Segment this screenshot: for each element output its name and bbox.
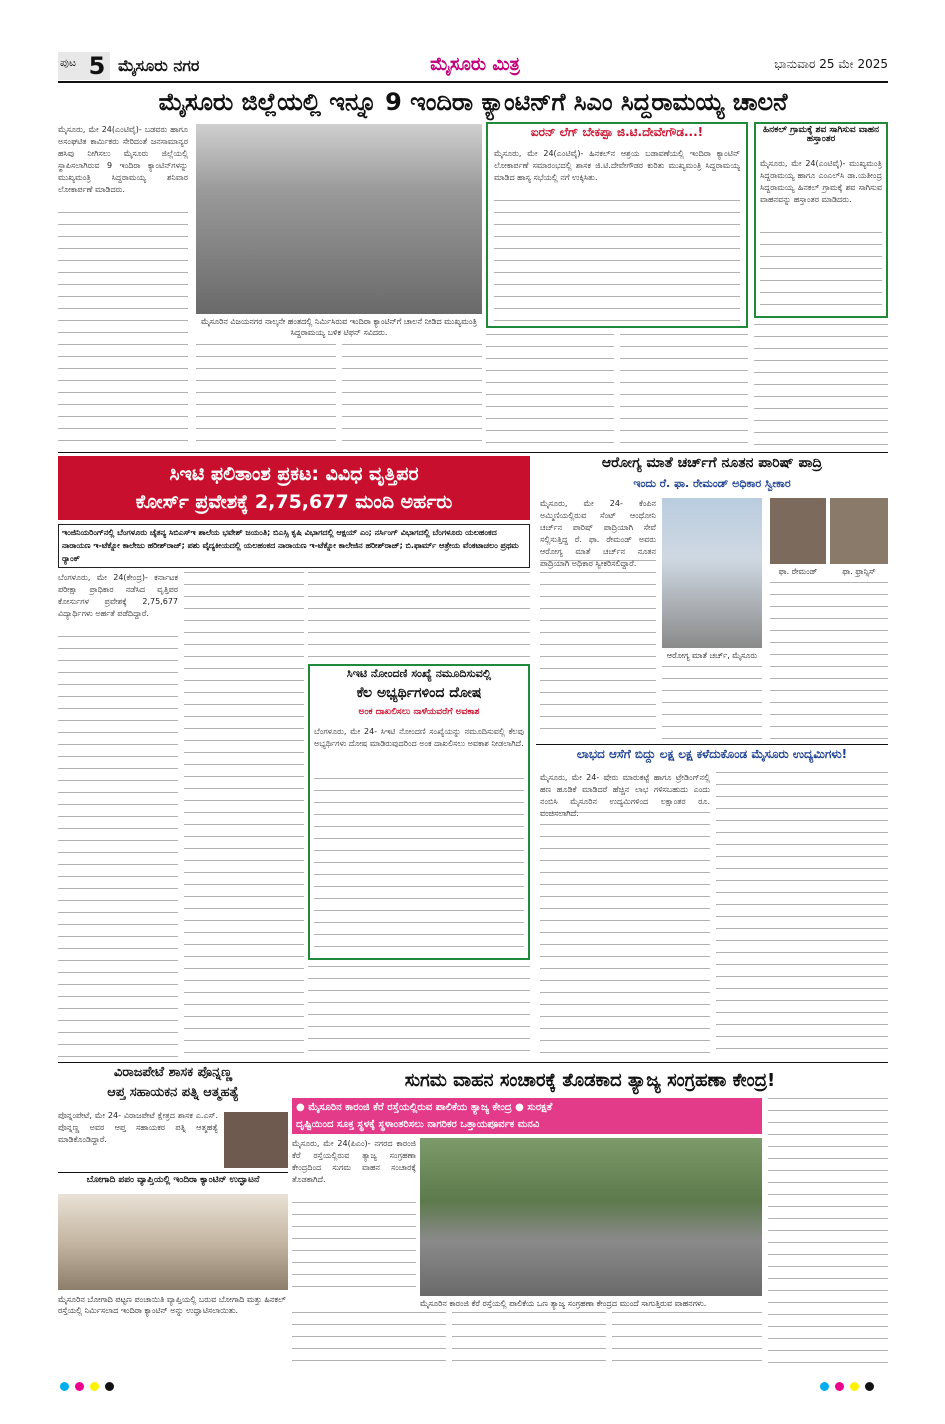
lead-body-column-2 bbox=[196, 344, 336, 448]
waste-body-3 bbox=[452, 1312, 606, 1368]
lead-body-column-5 bbox=[620, 334, 748, 448]
bogadi-caption: ಮೈಸೂರಿನ ಬೋಗಾದಿ ಪಟ್ಟಣ ಪಂಚಾಯಿತಿ ವ್ಯಾಪ್ತಿಯಲ್ಲಿ ಬರುವ ಬೋಗಾದಿ ಮತ್ತು ಹಿನಕಲ್ ರಸ್ತೆಯಲ್ಲಿ ನಿರ್ಮಿಸಲಾದ ಇಂದಿರಾ ಕ್ಯಾಂಟಿನ್ ಅನ್ನು ಉದ್ಘಾಟಿಸಲಾಯಿತು. bbox=[58, 1295, 286, 1315]
waste-headline: ಸುಗಮ ವಾಹನ ಸಂಚಾರಕ್ಕೆ ತೊಡಕಾದ ತ್ಯಾಜ್ಯ ಸಂಗ್ರಹಣಾ ಕೇಂದ್ರ! bbox=[404, 1070, 776, 1091]
registration-marks-right bbox=[820, 1376, 900, 1388]
hinakal-body bbox=[760, 232, 882, 314]
virajpet-body: ಪೊನ್ನಂಪೇಟೆ, ಮೇ 24- ವಿರಾಜಪೇಟೆ ಕ್ಷೇತ್ರದ ಶಾಸಕ ಎ.ಎಸ್. ಪೊನ್ನಣ್ಣ ಅವರ ಆಪ್ತ ಸಹಾಯಕರ ಪತ್ನಿ ಆತ್ಮಹತ್ಯೆ ಮಾಡಿಕೊಂಡಿದ್ದಾರೆ. bbox=[58, 1111, 218, 1144]
cet-subhead: ಇಂಜಿನಿಯರಿಂಗ್‌ನಲ್ಲಿ ಬೆಂಗಳೂರು ಚೈತನ್ಯ ಸಿಬಿಎಸ್‌ಇ ಶಾಲೆಯ ಭವೇಶ್ ಜಯಂತಿ; ಬಿಎಸ್ಸಿ ಕೃಷಿ ವಿಭಾಗದಲ್ಲಿ ಆಕ್ಷಯ್ ಎಂ; ನರ್ಸಿಂಗ್ ವಿಭಾಗದಲ್ಲಿ ಬೆಂಗಳೂರು ಯಲಹಂಕದ ನಾರಾಯಣ ಇ-ಟೆಕ್ನೋ ಕಾಲೇಜು ಹರೀಶ್‌ರಾಜ್; ಪಶು ವೈದ್ಯಕೀಯದಲ್ಲಿ ಯಲಹಂಕದ ನಾರಾಯಣ ಇ-ಟೆಕ್ನೋ ಕಾಲೇಜಿನ ಹರೀಶ್‌ರಾಜ್; ಬಿ.ಫಾರ್ಮ್ ಆತ್ರೇಯ ವೆಂಕಟಾಚಲಂ ಪ್ರಥಮ ರ‍್ಯಾಂಕ್ bbox=[62, 528, 519, 563]
lead-intro: ಮೈಸೂರು, ಮೇ 24(ಎಂಟಿವೈ)- ಬಡವರು ಹಾಗೂ ಅಸಂಘಟಿತ ಕಾರ್ಮಿಕರು ಸೇರಿದಂತೆ ಜನಸಾಮಾನ್ಯರ ಹಸಿವು ನೀಗಿಸಲು ಮೈಸೂರು ಜಿಲ್ಲೆಯಲ್ಲಿ ಸ್ಥಾಪಿಸಲಾಗಿರುವ 9 ಇಂದಿರಾ ಕ್ಯಾಂಟಿನ್‌ಗಳನ್ನು ಮುಖ್ಯಮಂತ್ರಿ ಸಿದ್ದರಾಮಯ್ಯ ಶನಿವಾರ ಲೋಕಾರ್ಪಣೆ ಮಾಡಿದರು. bbox=[58, 125, 188, 194]
church-photo-caption: ಆರೋಗ್ಯ ಮಾತೆ ಚರ್ಚ್, ಮೈಸೂರು bbox=[666, 651, 758, 660]
fraud-rule bbox=[536, 744, 888, 745]
hinakal-continued bbox=[754, 324, 888, 448]
cet-box-kicker: ಅಂಕ ದಾಖಲಿಸಲು ನಾಳೆಯವರೆಗೆ ಅವಕಾಶ bbox=[358, 707, 480, 717]
waste-photo-caption: ಮೈಸೂರಿನ ಕಾರಂಜಿ ಕೆರೆ ರಸ್ತೆಯಲ್ಲಿ ಪಾಲಿಕೆಯ ಒಣ ತ್ಯಾಜ್ಯ ಸಂಗ್ರಹಣಾ ಕೇಂದ್ರದ ಮುಂದೆ ಸಾಗುತ್ತಿರುವ ವಾಹನಗಳು. bbox=[420, 1299, 707, 1308]
lead-body-column-3 bbox=[342, 344, 482, 448]
masthead: ಮೈಸೂರು ಮಿತ್ರ bbox=[430, 54, 520, 75]
issue-date: ಭಾನುವಾರ 25 ಮೇ 2025 bbox=[774, 57, 888, 71]
cet-box-body bbox=[314, 778, 524, 954]
waste-body-1 bbox=[292, 1202, 416, 1296]
hinakal-title: ಹಿನಕಲ್ ಗ್ರಾಮಕ್ಕೆ ಶವ ಸಾಗಿಸುವ ವಾಹನ ಹಸ್ತಾಂತರ bbox=[763, 125, 879, 145]
cet-body-column-2 bbox=[184, 572, 304, 1058]
cet-body-column-3 bbox=[308, 572, 530, 660]
bogadi-rule bbox=[58, 1172, 288, 1173]
waste-body-2 bbox=[292, 1312, 446, 1368]
cet-box-intro: ಬೆಂಗಳೂರು, ಮೇ 24- ಸಿಇಟಿ ನೋಂದಣಿ ಸಂಖ್ಯೆಯನ್ನು ನಮೂದಿಸುವಲ್ಲಿ ಕೆಲವು ಅಭ್ಯರ್ಥಿಗಳು ದೋಷ ಮಾಡಿರುವುದರಿಂದ ಅಂಕ ದಾಖಲಿಸಲು ಅವಕಾಶ ನೀಡಲಾಗಿದೆ. bbox=[314, 727, 524, 748]
cet-body-column-4 bbox=[308, 966, 530, 1058]
section-title: ಮೈಸೂರು ನಗರ bbox=[118, 56, 200, 75]
cet-box-title-line1: ಸಿಇಟಿ ನೋಂದಣಿ ಸಂಖ್ಯೆ ನಮೂದಿಸುವಲ್ಲಿ bbox=[346, 667, 492, 680]
hinakal-intro: ಮೈಸೂರು, ಮೇ 24(ಎಂಟಿವೈ)- ಮುಖ್ಯಮಂತ್ರಿ ಸಿದ್ದರಾಮಯ್ಯ ಹಾಗೂ ಎಂಎಲ್‌ಸಿ ಡಾ.ಯತೀಂದ್ರ ಸಿದ್ದರಾಮಯ್ಯ ಹಿನಕಲ್ ಗ್ರಾಮಕ್ಕೆ ಶವ ಸಾಗಿಸುವ ವಾಹನವನ್ನು ಹಸ್ತಾಂತರ ಮಾಡಿದರು. bbox=[760, 159, 882, 204]
church-body-1 bbox=[540, 560, 656, 740]
church-headline: ಆರೋಗ್ಯ ಮಾತೆ ಚರ್ಚ್‌ಗೆ ನೂತನ ಪಾರಿಷ್ ಪಾದ್ರಿ bbox=[601, 455, 823, 471]
ironleg-intro: ಮೈಸೂರು, ಮೇ 24(ಎಂಟಿವೈ)- ಹಿನಕಲ್‌ನ ಆಶ್ರಯ ಬಡಾವಣೆಯಲ್ಲಿ ಇಂದಿರಾ ಕ್ಯಾಂಟಿನ್ ಲೋಕಾರ್ಪಣೆ ಸಮಾರಂಭದಲ್ಲಿ ಶಾಸಕ ಜಿ.ಟಿ.ದೇವೇಗೌಡರ ಕುರಿತು ಮುಖ್ಯಮಂತ್ರಿ ಸಿದ್ದರಾಮಯ್ಯ ಮಾಡಿದ ಹಾಸ್ಯ ಸಭೆಯಲ್ಲಿ ನಗೆ ಉಕ್ಕಿಸಿತು. bbox=[494, 149, 740, 182]
lead-headline: ಮೈಸೂರು ಜಿಲ್ಲೆಯಲ್ಲಿ ಇನ್ನೂ 9 ಇಂದಿರಾ ಕ್ಯಾಂಟಿನ್‌ಗೆ ಸಿಎಂ ಸಿದ್ದರಾಮಯ್ಯ ಚಾಲನೆ bbox=[158, 88, 788, 116]
fraud-body-1 bbox=[540, 812, 710, 1058]
header-rule bbox=[58, 81, 888, 83]
church-photo bbox=[662, 498, 762, 648]
fraud-headline: ಲಾಭದ ಆಸೆಗೆ ಬಿದ್ದು ಲಕ್ಷ ಲಕ್ಷ ಕಳೆದುಕೊಂಡ ಮೈಸೂರು ಉದ್ಯಮಿಗಳು! bbox=[576, 747, 848, 761]
portrait-raymond-caption: ಫಾ. ರೇಮಂಡ್ bbox=[778, 567, 818, 576]
registration-marks-left bbox=[60, 1376, 180, 1388]
waste-subhead-line2: ದೃಷ್ಟಿಯಿಂದ ಸೂಕ್ತ ಸ್ಥಳಕ್ಕೆ ಸ್ಥಳಾಂತರಿಸಲು ನಾಗರಿಕರ ಒತ್ತಾಯಪೂರ್ವಕ ಮನವಿ bbox=[296, 1119, 540, 1130]
lead-body-column-4 bbox=[486, 334, 614, 448]
waste-photo bbox=[420, 1138, 762, 1296]
cet-box-title-line2: ಕೆಲ ಅಭ್ಯರ್ಥಿಗಳಿಂದ ದೋಷ bbox=[356, 685, 482, 701]
fraud-body-2 bbox=[716, 772, 888, 1058]
cet-headline-line1: ಸಿಇಟಿ ಫಲಿತಾಂಶ ಪ್ರಕಟ: ವಿವಿಧ ವೃತ್ತಿಪರ bbox=[169, 463, 419, 485]
virajpet-headline-line2: ಆಪ್ತ ಸಹಾಯಕನ ಪತ್ನಿ ಆತ್ಮಹತ್ಯೆ bbox=[107, 1085, 239, 1100]
church-body-2 bbox=[662, 666, 762, 740]
bogadi-photo bbox=[58, 1194, 288, 1290]
waste-body-5 bbox=[768, 1098, 888, 1368]
ironleg-title: ಐರನ್ ಲೆಗ್ ಬೇಕಪ್ಪಾ ಜಿ.ಟಿ.ದೇವೇಗೌಡ...! bbox=[530, 125, 704, 139]
cet-body-column-1 bbox=[58, 636, 178, 1058]
waste-body-4 bbox=[612, 1312, 762, 1368]
section-divider bbox=[58, 452, 888, 453]
waste-subhead-line1: ● ಮೈಸೂರಿನ ಕಾರಂಜಿ ಕೆರೆ ರಸ್ತೆಯಲ್ಲಿರುವ ಪಾಲಿಕೆಯ ತ್ಯಾಜ್ಯ ಕೇಂದ್ರ ● ಸುರಕ್ಷತೆ bbox=[296, 1102, 553, 1113]
portrait-raymond bbox=[770, 498, 826, 564]
church-body-3 bbox=[770, 582, 888, 740]
bogadi-title: ಬೋಗಾದಿ ಪಪಂ ವ್ಯಾಪ್ತಿಯಲ್ಲಿ ಇಂದಿರಾ ಕ್ಯಾಂಟಿನ್ ಉದ್ಘಾಟನೆ bbox=[86, 1175, 260, 1185]
portrait-francis-caption: ಫಾ. ಫ್ರಾನ್ಸಿಸ್ bbox=[842, 567, 876, 576]
church-subhead: ಇಂದು ರೆ. ಫಾ. ರೇಮಂಡ್ ಅಧಿಕಾರ ಸ್ವೀಕಾರ bbox=[633, 477, 791, 490]
page-number: 5 bbox=[88, 52, 106, 80]
lead-body-column bbox=[58, 212, 188, 448]
waste-intro: ಮೈಸೂರು, ಮೇ 24(ಪಿಎಂ)- ನಗರದ ಕಾರಂಜಿ ಕೆರೆ ರಸ್ತೆಯಲ್ಲಿರುವ ತ್ಯಾಜ್ಯ ಸಂಗ್ರಹಣಾ ಕೇಂದ್ರದಿಂದ ಸುಗಮ ವಾಹನ ಸಂಚಾರಕ್ಕೆ ತೊಡಕಾಗಿದೆ. bbox=[292, 1139, 416, 1184]
lead-photo-caption: ಮೈಸೂರಿನ ವಿಜಯನಗರ ನಾಲ್ಕನೇ ಹಂತದಲ್ಲಿ ನಿರ್ಮಿಸಿರುವ ಇಂದಿರಾ ಕ್ಯಾಂಟಿನ್‌ಗೆ ಚಾಲನೆ ನೀಡಿದ ಮುಖ್ಯಮಂತ್ರಿ ಸಿದ್ದರಾಮಯ್ಯ ಬಳಿಕ ಟಿಫನ್ ಸವಿದರು. bbox=[201, 317, 477, 337]
portrait-francis bbox=[830, 498, 888, 564]
page-label: ಪುಟ bbox=[60, 56, 77, 69]
church-intro: ಮೈಸೂರು, ಮೇ 24- ಕೆಂಪಿನ ಅಮ್ಮಿಣಿಯಲ್ಲಿರುವ ಸೆಂಟ್ ಆಂಥೋನಿ ಚರ್ಚ್‌ನ ಪಾರಿಷ್ ಪಾದ್ರಿಯಾಗಿ ಸೇವೆ ಸಲ್ಲಿಸುತ್ತಿದ್ದ ರೆ. ಫಾ. ರೇಮಂಡ್ ಅವರು ಆರೋಗ್ಯ ಮಾತೆ ಚರ್ಚ್‌ನ ನೂತನ ಪಾದ್ರಿಯಾಗಿ ಅಧಿಕಾರ ಸ್ವೀಕರಿಸಲಿದ್ದಾರೆ. bbox=[540, 499, 656, 568]
cet-headline-line2: ಕೋರ್ಸ್ ಪ್ರವೇಶಕ್ಕೆ 2,75,677 ಮಂದಿ ಅರ್ಹರು bbox=[135, 491, 453, 513]
virajpet-headline-line1: ವಿರಾಜಪೇಟೆ ಶಾಸಕ ಪೊನ್ನಣ್ಣ bbox=[113, 1065, 233, 1080]
cet-intro: ಬೆಂಗಳೂರು, ಮೇ 24(ಕೇಂದ್ರ)- ಕರ್ನಾಟಕ ಪರೀಕ್ಷಾ ಪ್ರಾಧಿಕಾರ ನಡೆಸಿದ ವೃತ್ತಿಪರ ಕೋರ್ಸುಗಳ ಪ್ರವೇಶಕ್ಕೆ 2,75,677 ವಿದ್ಯಾರ್ಥಿಗಳು ಅರ್ಹತೆ ಪಡೆದಿದ್ದಾರೆ. bbox=[58, 573, 178, 618]
section-divider-2 bbox=[58, 1062, 888, 1063]
lead-photo bbox=[196, 124, 482, 314]
ironleg-body bbox=[494, 200, 740, 322]
fraud-intro: ಮೈಸೂರು, ಮೇ 24- ಷೇರು ಮಾರುಕಟ್ಟೆ ಹಾಗೂ ಟ್ರೇಡಿಂಗ್‌ನಲ್ಲಿ ಹಣ ಹೂಡಿಕೆ ಮಾಡಿದರೆ ಹೆಚ್ಚಿನ ಲಾಭ ಗಳಿಸಬಹುದು ಎಂದು ನಂಬಿಸಿ ಮೈಸೂರಿನ ಉದ್ಯಮಿಗಳಿಂದ ಲಕ್ಷಾಂತರ ರೂ. ವಂಚಿಸಲಾಗಿದೆ. bbox=[540, 773, 710, 818]
virajpet-portrait bbox=[224, 1112, 288, 1168]
